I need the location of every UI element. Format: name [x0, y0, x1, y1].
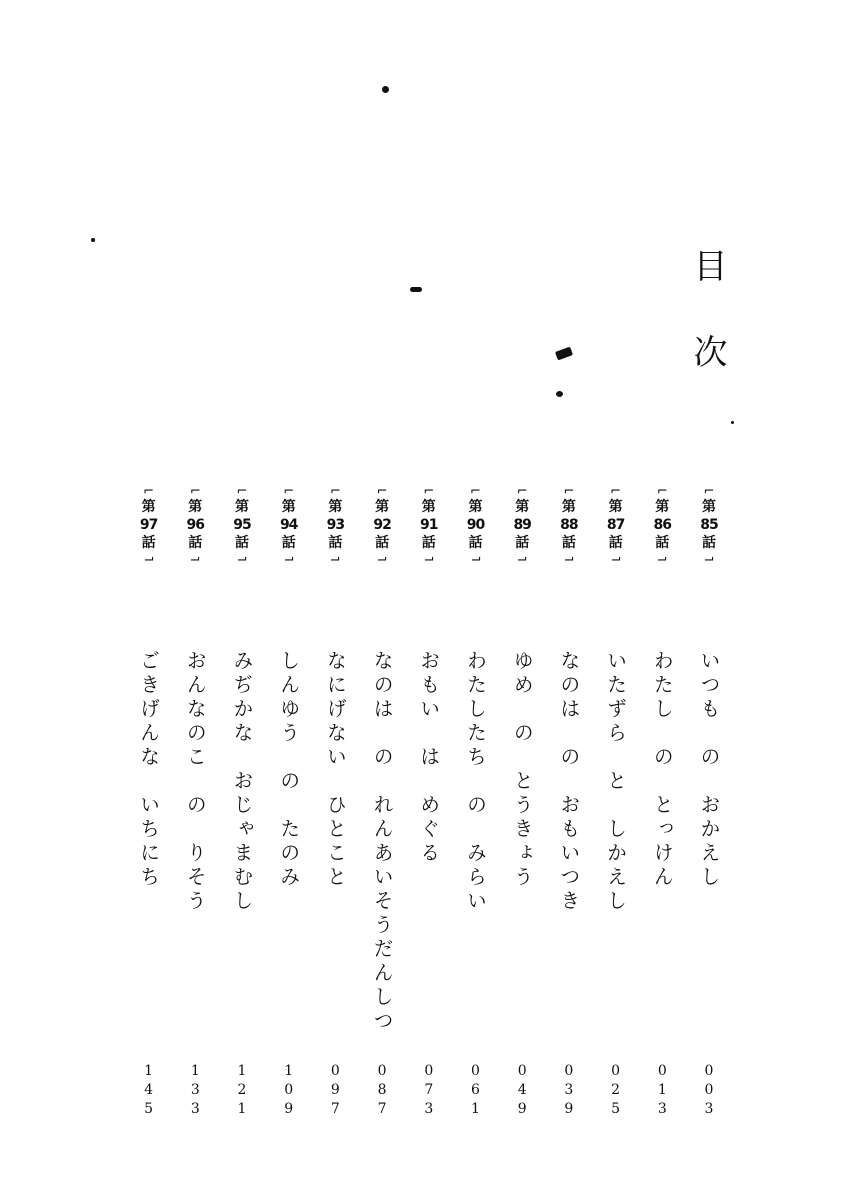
- page-number-digit: 9: [284, 1101, 294, 1117]
- chapter-suffix: 話: [468, 535, 483, 551]
- chapter-label: [697, 486, 721, 564]
- chapter-prefix: 第: [281, 499, 296, 515]
- page-number-digit: 3: [704, 1101, 714, 1117]
- chapter-number: 93: [326, 517, 345, 533]
- page-number: [468, 1062, 484, 1119]
- chapter-prefix: 第: [608, 499, 623, 515]
- chapter-title[interactable]: わたし の とっけん: [650, 650, 675, 890]
- chapter-label: [417, 486, 441, 564]
- bracket-open: ⌐: [189, 484, 201, 499]
- page-number-digit: 7: [377, 1101, 387, 1117]
- chapter-title[interactable]: ごきげんな いちにち: [136, 650, 161, 890]
- page-number-digit: 0: [284, 1082, 294, 1098]
- page-number-digit: 1: [144, 1063, 154, 1079]
- chapter-suffix: 話: [375, 535, 390, 551]
- chapter-title[interactable]: なのは の れんあいそうだんしつ: [370, 650, 395, 1034]
- bracket-close: ⌐: [143, 551, 155, 566]
- bracket-open: ⌐: [516, 484, 528, 499]
- page-number-digit: 3: [657, 1101, 667, 1117]
- chapter-label: [370, 486, 394, 564]
- page-number-digit: 3: [564, 1082, 574, 1098]
- chapter-prefix: 第: [141, 499, 156, 515]
- page-number: [281, 1062, 297, 1119]
- chapter-label: [510, 486, 534, 564]
- page-number-digit: 0: [611, 1063, 621, 1079]
- page-number: [421, 1062, 437, 1119]
- chapter-number: 88: [560, 517, 578, 533]
- chapter-label: [604, 486, 628, 564]
- page-number-digit: 0: [424, 1063, 434, 1079]
- ink-speck-decoration: [91, 238, 95, 242]
- bracket-open: ⌐: [470, 484, 481, 499]
- page-number: [701, 1062, 717, 1119]
- bracket-close: ⌐: [703, 551, 715, 566]
- page-number-digit: 0: [377, 1063, 387, 1079]
- page-number: [327, 1062, 343, 1119]
- page-number-digit: 9: [517, 1101, 527, 1117]
- page-number-digit: 4: [144, 1082, 154, 1098]
- chapter-suffix: 話: [421, 535, 436, 551]
- chapter-label: [230, 486, 254, 564]
- chapter-title[interactable]: ゆめ の とうきょう: [510, 650, 535, 890]
- chapter-suffix: 話: [235, 535, 249, 551]
- chapter-suffix: 話: [188, 535, 203, 551]
- bracket-open: ⌐: [423, 484, 435, 499]
- chapter-title[interactable]: みぢかな おじゃまむし: [230, 650, 254, 914]
- page-number: [187, 1062, 203, 1119]
- page-number: [514, 1062, 530, 1119]
- page-number-digit: 1: [237, 1101, 247, 1117]
- bracket-open: ⌐: [143, 484, 155, 499]
- chapter-number: 97: [139, 517, 158, 533]
- page-number: [654, 1062, 670, 1119]
- page-number-digit: 7: [424, 1082, 434, 1098]
- chapter-suffix: 話: [702, 535, 716, 551]
- page-number-digit: 9: [330, 1082, 340, 1098]
- bracket-close: ⌐: [610, 551, 622, 566]
- bracket-close: ⌐: [470, 551, 481, 566]
- chapter-prefix: 第: [655, 499, 670, 515]
- ink-speck-decoration: [731, 421, 734, 424]
- chapter-prefix: 第: [188, 499, 203, 515]
- chapter-prefix: 第: [375, 499, 390, 515]
- ink-speck-decoration: [382, 86, 389, 93]
- chapter-suffix: 話: [281, 535, 296, 551]
- page-number: [234, 1062, 250, 1119]
- page-number-digit: 0: [330, 1063, 340, 1079]
- page-number-digit: 1: [237, 1063, 247, 1079]
- chapter-title[interactable]: なのは の おもいつき: [556, 650, 581, 914]
- page-number-digit: 1: [190, 1063, 200, 1079]
- page-number-digit: 6: [471, 1082, 480, 1098]
- chapter-number: 89: [513, 517, 531, 533]
- chapter-title[interactable]: いつも の おかえし: [697, 650, 721, 890]
- page-number-digit: 2: [611, 1082, 621, 1098]
- ink-speck-decoration: [555, 347, 573, 361]
- bracket-open: ⌐: [329, 484, 341, 499]
- page-number-digit: 1: [657, 1082, 667, 1098]
- bracket-open: ⌐: [656, 484, 668, 499]
- page-number-digit: 8: [377, 1082, 387, 1098]
- chapter-number: 92: [373, 517, 391, 533]
- bracket-close: ⌐: [329, 551, 341, 566]
- chapter-title[interactable]: おもい は めぐる: [416, 650, 441, 866]
- page-number: [374, 1062, 390, 1119]
- chapter-suffix: 話: [608, 535, 623, 551]
- chapter-label: [557, 486, 581, 564]
- page-number-digit: 2: [237, 1082, 247, 1098]
- chapter-label: [277, 486, 301, 564]
- page-number-digit: 0: [471, 1063, 480, 1079]
- chapter-number: 96: [186, 517, 205, 533]
- bracket-close: ⌐: [656, 551, 668, 566]
- page-number-digit: 0: [564, 1063, 574, 1079]
- page-number-digit: 0: [704, 1063, 714, 1079]
- page-number-digit: 4: [517, 1082, 527, 1098]
- page-number-digit: 0: [704, 1082, 714, 1098]
- chapter-suffix: 話: [141, 535, 156, 551]
- chapter-prefix: 第: [328, 499, 343, 515]
- chapter-suffix: 話: [328, 535, 343, 551]
- bracket-close: ⌐: [423, 551, 435, 566]
- page-number-digit: 1: [284, 1063, 294, 1079]
- chapter-suffix: 話: [515, 535, 530, 551]
- chapter-title[interactable]: なにげない ひとこと: [323, 650, 348, 890]
- bracket-open: ⌐: [563, 484, 575, 499]
- chapter-prefix: 第: [235, 499, 249, 515]
- chapter-prefix: 第: [702, 499, 716, 515]
- bracket-open: ⌐: [236, 484, 248, 499]
- page-number-digit: 3: [424, 1101, 434, 1117]
- page-number: [608, 1062, 624, 1119]
- ink-speck-decoration: [410, 287, 422, 292]
- chapter-label: [183, 486, 207, 564]
- page-number-digit: 1: [471, 1101, 480, 1117]
- bracket-open: ⌐: [610, 484, 622, 499]
- chapter-prefix: 第: [468, 499, 483, 515]
- chapter-number: 91: [420, 517, 438, 533]
- chapter-number: 90: [466, 517, 485, 533]
- page-number-digit: 5: [144, 1101, 154, 1117]
- chapter-title[interactable]: しんゆう の たのみ: [276, 650, 301, 890]
- chapter-number: 86: [653, 517, 672, 533]
- chapter-title[interactable]: おんなのこ の りそう: [183, 650, 208, 914]
- bracket-open: ⌐: [703, 484, 715, 499]
- bracket-close: ⌐: [376, 551, 388, 566]
- toc-title: 目次: [687, 248, 727, 420]
- chapter-label: [137, 486, 161, 564]
- chapter-number: 87: [606, 517, 625, 533]
- page-number-digit: 3: [190, 1082, 200, 1098]
- page-number-digit: 0: [517, 1063, 527, 1079]
- bracket-open: ⌐: [376, 484, 388, 499]
- chapter-suffix: 話: [655, 535, 670, 551]
- bracket-close: ⌐: [189, 551, 201, 566]
- page-number-digit: 0: [657, 1063, 667, 1079]
- bracket-close: ⌐: [516, 551, 528, 566]
- chapter-prefix: 第: [561, 499, 576, 515]
- bracket-close: ⌐: [563, 551, 575, 566]
- chapter-label: [650, 486, 674, 564]
- bracket-close: ⌐: [236, 551, 248, 566]
- ink-speck-decoration: [556, 391, 563, 397]
- chapter-title[interactable]: わたしたち の みらい: [463, 650, 488, 914]
- chapter-number: 94: [279, 517, 298, 533]
- page-number-digit: 9: [564, 1101, 574, 1117]
- chapter-label: [323, 486, 347, 564]
- chapter-label: [464, 486, 488, 564]
- page-number: [141, 1062, 157, 1119]
- chapter-prefix: 第: [421, 499, 436, 515]
- chapter-number: 85: [700, 517, 718, 533]
- chapter-suffix: 話: [561, 535, 576, 551]
- page-number-digit: 5: [611, 1101, 621, 1117]
- bracket-close: ⌐: [283, 551, 295, 566]
- page-number-digit: 3: [190, 1101, 200, 1117]
- chapter-number: 95: [233, 517, 251, 533]
- page-number: [561, 1062, 577, 1119]
- page-number-digit: 7: [330, 1101, 340, 1117]
- chapter-title[interactable]: いたずら と しかえし: [603, 650, 628, 914]
- bracket-open: ⌐: [283, 484, 295, 499]
- chapter-prefix: 第: [515, 499, 530, 515]
